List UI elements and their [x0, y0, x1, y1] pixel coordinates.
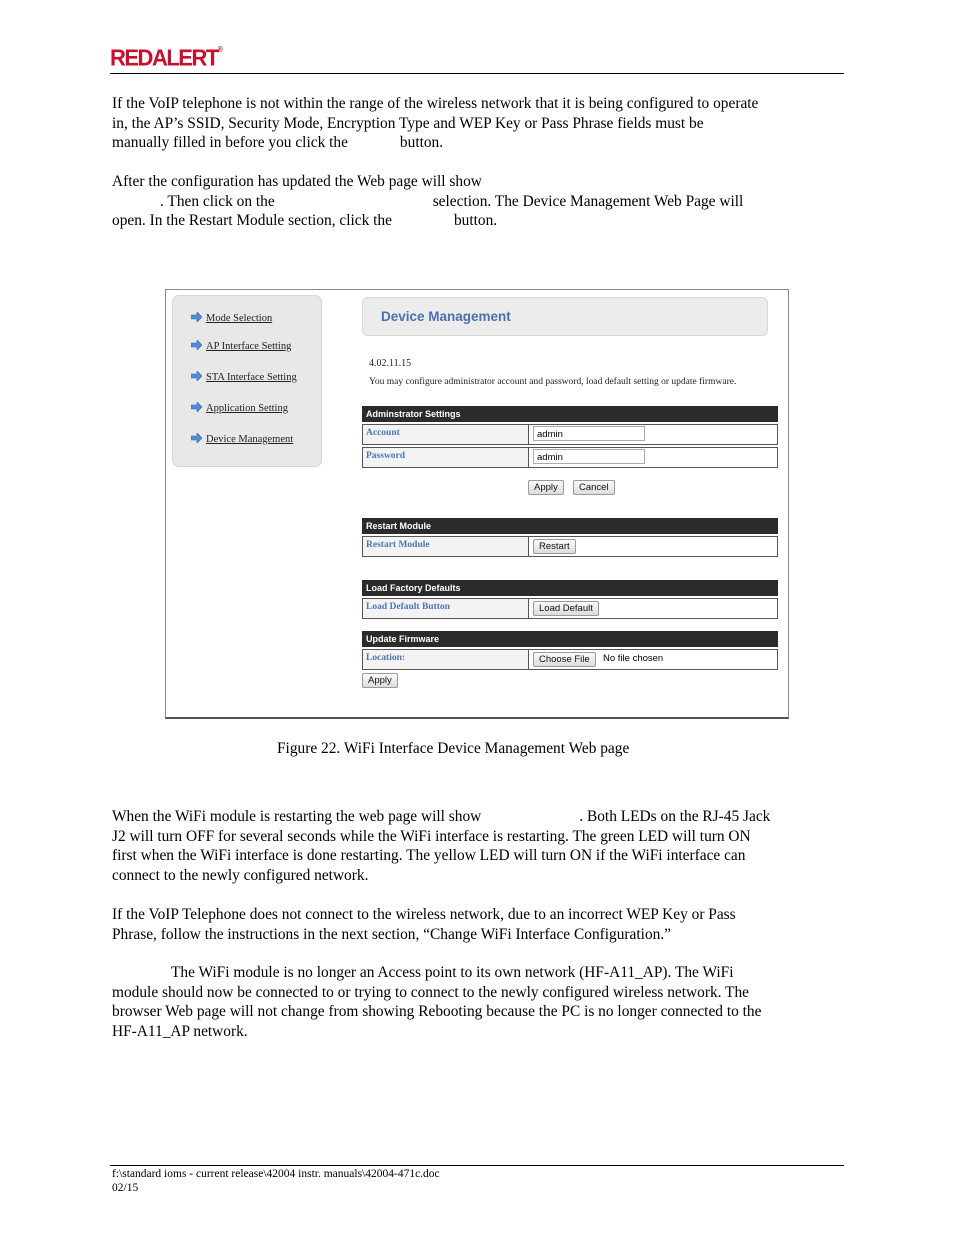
device-management-screenshot	[165, 289, 789, 719]
footer-rule	[110, 1165, 844, 1166]
load-default-row	[362, 598, 778, 619]
nav-item-sta-interface-setting[interactable]: STA Interface Setting	[191, 371, 297, 383]
text-line: open. In the Restart Module section, click the button.	[112, 212, 498, 229]
text-line: If the VoIP telephone is not within the range of the wireless network that it is being configured to operate	[112, 95, 759, 112]
firmware-location-row	[362, 649, 778, 670]
device-management-title-bar	[362, 297, 768, 336]
page-description: You may configure administrator account and password, load default setting or update firmware.	[369, 377, 737, 387]
load-default-button[interactable]: Load Default	[533, 601, 599, 616]
settings-nav-panel	[172, 295, 322, 467]
arrow-right-icon	[191, 312, 202, 322]
paragraph-note	[112, 963, 844, 1041]
text-line: J2 will turn OFF for several seconds while the WiFi interface is restarting. The green LED will turn ON	[112, 827, 751, 845]
choose-file-button[interactable]: Choose File	[533, 652, 596, 667]
page-title: Device Management	[381, 309, 511, 324]
footer-file-path: f:\standard ioms - current release\42004 instr. manuals\42004-471c.doc	[112, 1168, 440, 1180]
admin-apply-button[interactable]: Apply	[528, 480, 564, 495]
password-label: Password	[363, 448, 529, 467]
load-factory-defaults-header: Load Factory Defaults	[362, 580, 778, 596]
firmware-apply-button[interactable]: Apply	[362, 673, 398, 688]
text-line: After the configuration has updated the Web page will show	[112, 173, 482, 190]
arrow-right-icon	[191, 340, 202, 350]
text-line: The WiFi module is no longer an Access point to its own network (HF-A11_AP). The WiFi	[171, 964, 734, 981]
text-line: connect to the newly configured network.	[112, 866, 369, 884]
text-line: HF-A11_AP network.	[112, 1022, 248, 1040]
update-firmware-header: Update Firmware	[362, 631, 778, 647]
text-line: browser Web page will not change from showing Rebooting because the PC is no longer connected to the	[112, 1003, 762, 1020]
paragraph-out-of-range	[112, 94, 844, 153]
password-row	[362, 447, 778, 468]
red-alert-logo: REDALERT®	[110, 44, 223, 71]
firmware-location-label: Location:	[363, 650, 529, 669]
header-rule	[110, 73, 844, 74]
restart-module-label: Restart Module	[363, 537, 529, 556]
text-line: Phrase, follow the instructions in the next section, “Change WiFi Interface Configuration.”	[112, 925, 672, 943]
account-field[interactable]: admin	[533, 426, 645, 441]
text-line: module should now be connected to or trying to connect to the newly configured wireless network. The	[112, 983, 749, 1001]
figure-caption: Figure 22. WiFi Interface Device Management Web page	[277, 740, 630, 757]
account-row	[362, 424, 778, 445]
text-line: When the WiFi module is restarting the web page will show . Both LEDs on the RJ-45 Jack	[112, 808, 771, 825]
paragraph-after-configuration	[112, 172, 844, 231]
paragraph-restarting	[112, 807, 844, 885]
restart-module-header: Restart Module	[362, 518, 778, 534]
account-label: Account	[363, 425, 529, 444]
arrow-right-icon	[191, 371, 202, 381]
text-line: manually filled in before you click the button.	[112, 134, 444, 151]
load-default-label: Load Default Button	[363, 599, 529, 618]
password-field[interactable]: admin	[533, 449, 645, 464]
restart-module-row	[362, 536, 778, 557]
restart-button[interactable]: Restart	[533, 539, 576, 554]
nav-item-application-setting[interactable]: Application Setting	[191, 402, 288, 414]
no-file-chosen-text: No file chosen	[603, 653, 664, 664]
admin-cancel-button[interactable]: Cancel	[573, 480, 615, 495]
text-line: If the VoIP Telephone does not connect to the wireless network, due to an incorrect WEP Key or Pass	[112, 906, 736, 923]
admin-settings-header: Adminstrator Settings	[362, 406, 778, 422]
text-line: in, the AP’s SSID, Security Mode, Encryption Type and WEP Key or Pass Phrase fields must be	[112, 114, 704, 132]
nav-item-mode-selection[interactable]: Mode Selection	[191, 312, 272, 324]
text-line: first when the WiFi interface is done restarting. The yellow LED will turn ON if the WiFi interface can	[112, 847, 746, 864]
text-line: . Then click on the selection. The Device Management Web Page will	[160, 192, 744, 210]
arrow-right-icon	[191, 433, 202, 443]
firmware-version: 4.02.11.15	[369, 358, 412, 369]
paragraph-no-connection	[112, 905, 844, 944]
arrow-right-icon	[191, 402, 202, 412]
nav-item-ap-interface-setting[interactable]: AP Interface Setting	[191, 340, 291, 352]
nav-item-device-management[interactable]: Device Management	[191, 433, 293, 445]
footer-date: 02/15	[112, 1182, 139, 1194]
